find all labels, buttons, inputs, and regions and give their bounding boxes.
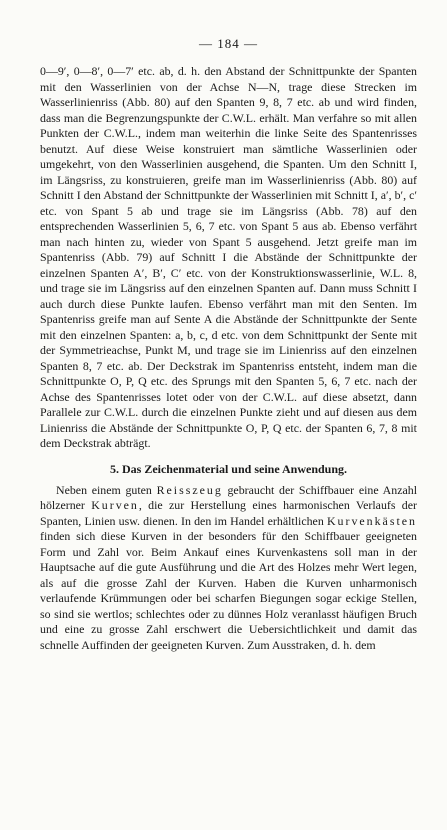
text-run: Neben einem guten [56,482,157,497]
emphasis-kurven: Kurven [91,498,139,512]
text-run: finden sich diese Kurven in der besonders für den Schiffbauer geeigneten Form und Zahl vor. Beim Ankauf eines Kurvenkastens soll man in der Hauptsache auf die gute Ausführung und die Art des Holzes mehr Wert legen, als auf die grosse Zahl der Kurven. Haben die Kurven unharmonisch verlaufende Krümmungen oder bei scharfen Biegungen sogar eckige Stellen, so sind sie wertlos; schlechtes oder zu dünnes Holz veranlasst häufigen Bruch und eine zu grosse Zahl erschwert die Uebersichtlichkeit und damit das schnelle Auffinden der geeigneten Kurven. Zum Ausstraken, d. h. dem [40,529,417,652]
text-run: gebraucht der Schiffbauer eine Anzahl hölzerner [40,482,417,512]
text-run: , die zur Herstellung eines harmonischen Verlaufs der Spanten, Linien usw. dienen. In den im Handel erhältlichen [40,498,417,528]
page-number: — 184 — [199,36,258,51]
emphasis-reisszeug: Reisszeug [156,482,223,497]
emphasis-kurvenkaesten: Kurvenkästen [326,513,417,528]
paragraph-drawing-material [40,483,417,654]
section-heading: 5. Das Zeichenmaterial und seine Anwendung. [109,461,348,476]
body-text [40,64,417,653]
paragraph-construction: 0—9′, 0—8′, 0—7′ etc. ab, d. h. den Abstand der Schnittpunkte der Spanten mit den Wasserlinien von der Achse N—N, trage diese Strecken im Wasserlinienriss (Abb. 80) auf den Spanten 9, 8, 7 etc. ab und wird finden, dass man die Begrenzungspunkte der C.W.L. erhält. Man verfahre so mit allen Punkten der C.W.L., indem man weiterhin die linke Seite des Spantenrisses benutzt. Auf diese Weise konstruiert man sämtliche Wasserlinien oder umgekehrt, von den Wasserlinien ausgehend, die Spanten. Um den Schnitt I, im Längsriss, zu konstruieren, greife man im Wasserlinienriss (Abb. 80) auf Schnitt I den Abstand der Schnittpunkte der Wasserlinien mit Schnitt I, a′, b′, c′ etc. von Spant 5 ab und trage sie im Längsriss (Abb. 78) auf den entsprechenden Wasserlinien 5, 6, 7 etc. von Spant 5 aus ab. Ebenso verfährt man nach hinten zu, wieder von Spant 5 ausgehend. Jetzt greife man im Spantenriss (Abb. 79) auf Schnitt I die Abstände der Schnittpunkte der einzelnen Spanten A′, B′, C′ etc. von der Konstruktionswasserlinie, W.L. 8, und trage sie im Längsriss auf den einzelnen Spanten auf. Dann muss Schnitt I auch durch diese Punkte laufen. Ebenso verfährt man mit den Senten. Im Spantenriss greife man auf Sente A die Abstände der Schnittpunkte der Sente mit den einzelnen Spanten: a, b, c, d etc. von dem Schnittpunkt der Sente mit der Symmetrieachse, Punkt M, und trage sie im Linienriss auf den einzelnen Spanten 8, 7 etc. ab. Der Deckstrak im Spantenriss entsteht, indem man die Schnittpunkte O, P, Q etc. des Sprungs mit den Spanten 5, 6, 7 etc. nach der Achse des Spantenrisses lotet oder von der C.W.L. auf diese absetzt, dann Parallele zur C.W.L. durch die einzelnen Punkte zieht und auf diesen aus dem Linienriss die Abstände der Schnittpunkte O, P, Q etc. der Spanten 6, 7, 8 mit dem Deckstrak abträgt. [40,64,417,450]
